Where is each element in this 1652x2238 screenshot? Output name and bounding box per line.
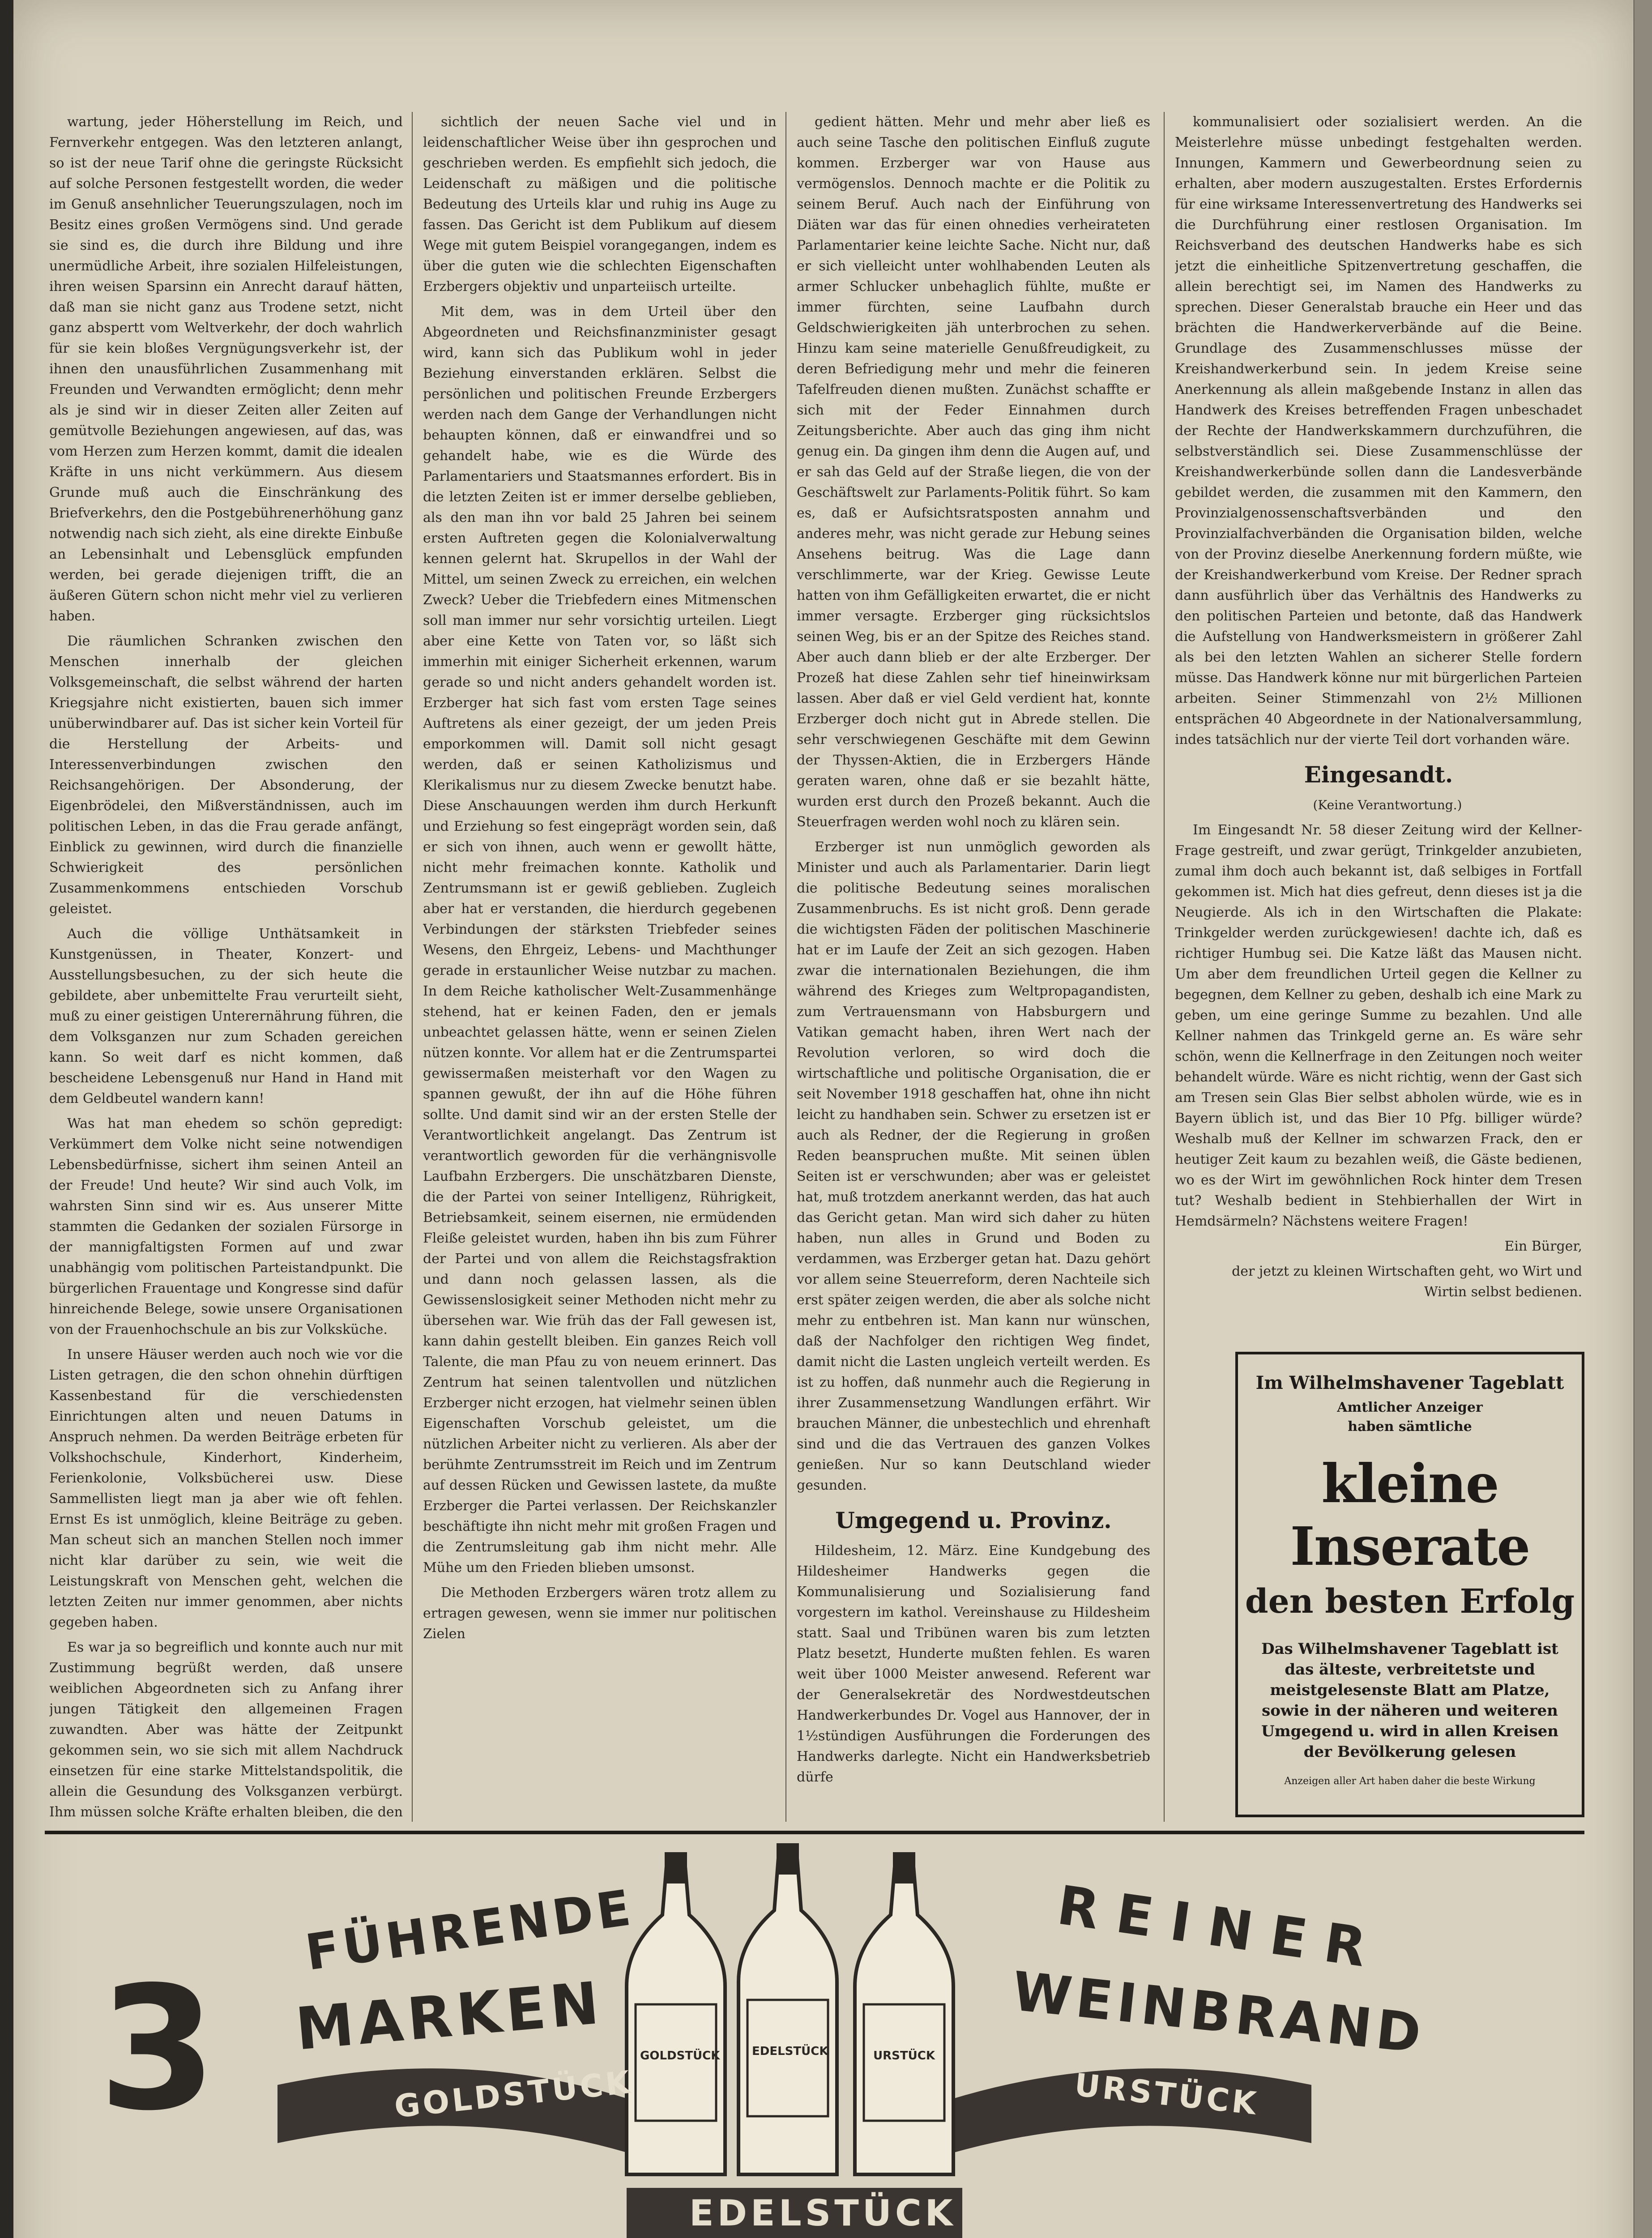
col1-paragraph: In unsere Häuser werden auch noch wie vor die Listen getragen, die den schon ohnehin dürftigen Kassenbestand für die verschiedensten Einrichtungen alten und neuen Datums in Anspruch nehmen. Da werden Beiträge erbeten für Volkshochschule, Kinderhort, Kinderheim, Ferienkolonie, Volksbücherei usw. Diese Sammellisten liegt man ja aber wie oft fehlen. Ernst Es ist unmöglich, kleine Beiträge zu geben. Man scheut sich an manchen Stellen noch immer nicht klar darüber zu sein, wie weit die Leistungskraft von Menschen geht, welchen die letzten Zeiten nur immer genommen, aber nichts gegeben haben. <box>49 1347 403 1630</box>
column-4 <box>1175 112 1582 1338</box>
column-divider <box>412 112 413 1822</box>
col2-paragraph: sichtlich der neuen Sache viel und in leidenschaftlicher Weise über ihn gesprochen und geschrieben werden. Es empfiehlt sich jedoch, die Leidenschaft zu mäßigen und die politische Bedeutung des Urteils klar und ruhig ins Auge zu fassen. Das Gericht ist dem Publikum auf diesem Wege mit gutem Beispiel vorangegangen, indem es über die guten wie die schlechten Eigenschaften Erzbergers objektiv und unparteiisch urteilte. <box>423 114 777 295</box>
page-edge <box>1634 0 1652 2238</box>
tageblatt-footer: Anzeigen aller Art haben daher die beste Wirkung <box>1284 1776 1536 1787</box>
ad-brand-goldstueck: GOLDSTÜCK <box>393 2063 635 2125</box>
col3-paragraph: Hildesheim, 12. März. Eine Kundgebung des Hildesheimer Handwerks gegen die Kommunalisierung und Sozialisierung fand vorgestern im kathol. Vereinshause zu Hildesheim statt. Saal und Tribünen waren bis zum letzten Platz besetzt, Hunderte mußten fehlen. Es waren weit über 1000 Meister anwesend. Referent war der Generalsekretär des Nordwestdeutschen Handwerkerbundes Dr. Vogel aus Hannover, der in 1½stündigen Ausführungen die Forderungen des Handwerks darlegte. Nicht ein Handwerksbetrieb dürfe <box>797 1543 1150 1785</box>
ad-brand-edelstueck: EDELSTÜCK <box>689 2192 956 2234</box>
bottle-urstueck <box>855 1861 953 2174</box>
col1-paragraph: wartung, jeder Höherstellung im Reich, und Fernverkehr entgegen. Was den letzteren anlangt, so ist der neue Tarif ohne die geringste Rücksicht auf solche Personen festgestellt worden, die weder im Genuß ansehnlicher Teuerungszulagen, noch im Besitz eines großen Vermögens sind. Und gerade sie sind es, die durch ihre Bildung und ihre unermüdliche Arbeit, ihre sozialen Hilfeleistungen, ihren weisen Sparsinn ein Anrecht darauf hätten, daß man sie nicht ganz aus Trodene setzt, nicht ganz abspertt vom Weltverkehr, der doch wahrlich für sie kein bloßes Vergnügungsverkehr ist, der ihnen den unausführlichen Zusammenhang mit Freunden und Verwandten ermöglicht; denn mehr als je sind wir in dieser Zeiten aller Zeiten auf gemütvolle Beziehungen angewiesen, auf das, was vom Herzen zum Herzen kommt, damit die idealen Kräfte in uns nicht verkümmern. Aus diesem Grunde muß auch die Einschränkung des Briefverkehrs, den die Postgebührenerhöhung ganz notwendig nach sich zieht, als eine direkte Einbuße an Lebensinhalt und Lebensglück empfunden werden, bei gerade diejenigen trifft, die an äußeren Gütern schon nicht mehr viel zu verlieren haben. <box>49 114 403 624</box>
bottle-edelstueck <box>738 1852 837 2174</box>
tageblatt-tagline: den besten Erfolg <box>1245 1582 1575 1621</box>
eingesandt-signature: Ein Bürger, <box>1504 1239 1582 1254</box>
column-divider <box>785 112 786 1822</box>
col1-paragraph: Auch die völlige Unthätsamkeit in Kunstgenüssen, in Theater, Konzert- und Ausstellungsbesuchen, zu der sich heute die gebildete, aber unbemittelte Frau verurteilt sieht, muß zu einer geistigen Unterernährung führen, die dem Volksganzen nur zum Schaden gereichen kann. So weit darf es nicht kommen, daß bescheidene Lebensgenuß nur Hand in Hand mit dem Geldbeutel wandern kann! <box>49 926 403 1106</box>
bottle-cap <box>893 1852 915 1884</box>
col1-paragraph: Was hat man ehedem so schön gepredigt: Verkümmert dem Volke nicht seine notwendigen Lebensbedürfnisse, sichert ihm seinen Anteil an der Freude! Und heute? Wir sind auch Volk, im wahrsten Sinn sind wir es. Aus unserer Mitte stammten die Gedanken der sozialen Fürsorge in der mannigfaltigsten Formen auf und zwar unabhängig vom politischen Parteistandpunkt. Die bürgerlichen Frauentage und Kongresse sind dafür hinreichende Belege, sowie unsere Organisationen von der Frauenhochschule an bis zur Volksküche. <box>49 1116 403 1337</box>
column-2 <box>423 112 777 1822</box>
headline-umgegend: Umgegend u. Provinz. <box>835 1507 1112 1533</box>
weinbrand-advertisement <box>45 1831 1584 2238</box>
column-1 <box>49 112 403 1822</box>
eingesandt-signature-note: der jetzt zu kleinen Wirtschaften geht, wo Wirt und Wirtin selbst bedienen. <box>1232 1264 1582 1300</box>
ad-left-top: FÜHRENDE <box>302 1879 638 1982</box>
ad-brand-urstueck: URSTÜCK <box>1072 2066 1261 2123</box>
col4-paragraph: kommunalisiert oder sozialisiert werden. An die Meisterlehre müsse unbedingt festgehalten werden. Innungen, Kammern und Gewerbeordnung seien zu erhalten, aber modern auszugestalten. Erstes Erfordernis für eine wirksame Interessenvertretung des Handwerks sei die Durchführung einer restlosen Organisation. Im Reichsverband des deutschen Handwerks habe es sich jetzt die einheitliche Spitzenvertretung geschaffen, die allein berechtigt sei, im Namen des Handwerks zu sprechen. Dieser Generalstab brauche ein Heer und das brächten die Handwerkerverbände auf die Beine. Grundlage des Zusammenschlusses müsse der Kreishandwerkerbund sein. In jedem Kreise seine Anerkennung als allein maßgebende Instanz in allen das Handwerk des Kreises betreffenden Fragen unbeschadet der Rechte der Handwerkskammern durchzuführen, die selbstverständlich sei. Diese Zusammenschlüsse der Kreishandwerkerbünde sollen dann die Landesverbände gebildet werden, die zusammen mit den Kammern, den Provinzialgenossenschaftsverbänden und den Provinzialfachverbänden die Organisation bilden, welche von der Provinz dieselbe Anerkennung fordern müßte, wie der Kreishandwerkerbund vom Kreise. Der Redner sprach dann ausführlich über das Verhältnis des Handwerks zu den politischen Parteien und betonte, daß das Handwerk die Aufstellung von Handwerksmeistern in größerer Zahl als bei den letzten Wahlen an sicherer Stelle fordern müsse. Das Handwerk könne nur mit bürgerlichen Parteien arbeiten. Seiner Stimmenzahl von 2½ Millionen entsprächen 40 Abgeordnete in der Nationalversammlung, indes tatsächlich nur der vierte Teil dort vorhanden wäre. <box>1175 114 1582 747</box>
bottles <box>627 1852 953 2174</box>
col2-paragraph: Mit dem, was in dem Urteil über den Abgeordneten und Reichsfinanzminister gesagt wird, kann sich das Publikum wohl in jeder Beziehung einverstanden erklären. Selbst die persönlichen und politischen Freunde Erzbergers werden nach dem Gange der Verhandlungen nicht behaupten können, daß er einwandfrei und so gehandelt habe, wie es die Würde des Parlamentariers und Staatsmannes erfordert. Bis in die letzten Zeiten ist er immer derselbe geblieben, als den man ihn vor bald 25 Jahren bei seinem ersten Auftreten gegen die Kolonialverwaltung kennen gelernt hat. Skrupellos in der Wahl der Mittel, um seinen Zweck zu erreichen, ein welchen Zweck? Ueber die Triebfedern eines Mitmenschen soll man immer nur sehr vorsichtig urteilen. Liegt aber eine Kette von Taten vor, so läßt sich immerhin mit einiger Sicherheit erkennen, warum gerade so und nicht anders gehandelt worden ist. Erzberger hat sich fast vom ersten Tage seines Auftretens als einer gezeigt, der um jeden Preis emporkommen will. Damit soll nicht gesagt werden, daß er seinen Katholizismus und Klerikalismus nur zu diesem Zwecke benutzt habe. Diese Anschauungen werden ihm durch Herkunft und Erziehung so fest eingeprägt worden sein, daß er sich von ihnen, auch wenn er gewollt hätte, nicht mehr freimachen konnte. Katholik und Zentrumsmann ist er gewiß geblieben. Zugleich aber hat er verstanden, die hierdurch gegebenen Verbindungen der stärksten Triebfeder seines Wesens, den Ehrgeiz, Lebens- und Machthunger gerade in erstaunlicher Weise nutzbar zu machen. In dem Reiche katholischer Welt-Zusammenhänge stehend, hat er keinen Faden, den er jemals unbeachtet gelassen hätte, wenn er seinen Zielen nützen konnte. Vor allem hat er die Zentrumspartei gewissermaßen meisterhaft vor den Wagen zu spannen gewußt, der ihn auf die Höhe führen sollte. Und damit sind wir an der ersten Stelle der Verantwortlichkeit angelangt. Das Zentrum ist verantwortlich geworden für die verhängnisvolle Laufbahn Erzbergers. Die unschätzbaren Dienste, die der Partei von seiner Intelligenz, Rührigkeit, Betriebsamkeit, seinem eisernen, nie ermüdenden Fleiße geleistet wurden, haben ihn bis zum Führer der Partei und von allem die Reichstagsfraktion und dann noch gelassen lassen, als die Gewissenslosigkeit seiner Methoden nicht mehr zu übersehen war. Wie früh das der Fall gewesen ist, kann dahin gestellt bleiben. Ein ganzes Reich voll Talente, die man Pfau zu von neuem erinnert. Das Zentrum hat seinen talentvollen und nützlichen Erzberger nicht erzogen, hat vielmehr seinen üblen Eigenschaften Vorschub geleistet, um die nützlichen Arbeiter nicht zu verlieren. Als aber der berühmte Zentrumsstreit im Reich und im Zentrum auf dessen Rücken und Gewissen lastete, da mußte Erzberger die Partei verlassen. Der Reichskanzler beschäftigte ihn nicht mehr mit großen Fragen und die Zentrumsleitung gab ihm nicht mehr. Alle Mühe um den Frieden blieben umsonst. <box>423 304 777 1576</box>
tageblatt-subtitle: Amtlicher Anzeiger <box>1337 1400 1483 1415</box>
col2-paragraph: Die Methoden Erzbergers wären trotz allem zu ertragen gewesen, wenn sie immer nur politischen Zielen <box>423 1585 777 1642</box>
bottle-label: EDELSTÜCK <box>752 2045 828 2058</box>
ad-right-top: REINER <box>1053 1874 1387 1982</box>
bottle-goldstueck <box>627 1861 725 2174</box>
column-3 <box>797 112 1150 1822</box>
column-divider <box>1164 112 1165 1822</box>
col3-paragraph: Erzberger ist nun unmöglich geworden als Minister und auch als Parlamentarier. Darin liegt die politische Bedeutung seines moralischen Zusammenbruchs. Es ist nicht groß. Denn gerade die wichtigsten Fäden der politischen Maschinerie hat er im Laufe der Zeit an sich gezogen. Haben zwar die internationalen Beziehungen, die ihm während des Krieges zum Weltpropagandisten, zum Vertrauensmann von Habsburgern und Vatikan gemacht haben, ihren Wert nach der Revolution verloren, so wird doch die wirtschaftliche und politische Organisation, die er seit November 1918 geschaffen hat, ohne ihn nicht leicht zu handhaben sein. Schwer zu ersetzen ist er auch als Redner, der die Regierung in großen Reden beanspruchen mußte. Mit seinen üblen Seiten ist er verschwunden; aber was er geleistet hat, muß trotzdem anerkannt werden, das hat auch das Gericht getan. Man wird sich daher zu hüten haben, nun alles in Grund und Boden zu verdammen, was Erzberger getan hat. Dazu gehört vor allem seine Steuerreform, deren Nachteile sich erst später zeigen werden, die aber als solche nicht mehr zu entbehren ist. Man kann nur wünschen, daß der Nachfolger den richtigen Weg findet, damit nicht die Lasten ungleich verteilt werden. Es ist zu hoffen, daß nunmehr auch die Regierung in ihrer Zusammensetzung Wandlungen erfährt. Wir brauchen Männer, die unbestechlich und ehrenhaft sind und die das Vertrauen des ganzen Volkes genießen. Nur so kann Deutschland wieder gesunden. <box>797 839 1150 1493</box>
bottle-cap <box>777 1843 799 1875</box>
col3-paragraph: gedient hätten. Mehr und mehr aber ließ es auch seine Tasche den politischen Einfluß zugute kommen. Erzberger war von Hause aus vermögenslos. Dennoch machte er die Politik zu seinem Beruf. Auch nach der Einführung von Diäten war das für einen ohnedies verheirateten Parlamentarier keine leichte Sache. Nicht nur, daß er sich vielleicht unter wohlhabenden Leuten als armer Schlucker unbehaglich fühlte, mußte er immer fürchten, seine Laufbahn durch Geldschwierigkeiten jäh unterbrochen zu sehen. Hinzu kam seine materielle Genußfreudigkeit, zu deren Befriedigung mehr und mehr die feineren Tafelfreuden dienen mußten. Zunächst schaffte er sich mit der Feder Einnahmen durch Zeitungsberichte. Aber auch das ging ihm nicht genug ein. Da gingen ihm denn die Augen auf, und er sah das Geld auf der Straße liegen, die von der Geschäftswelt zur Parlaments-Politik führt. So kam es, daß er Aufsichtsratsposten annahm und anderes mehr, was nicht gerade zur Hebung seines Ansehens beitrug. Was die Lage dann verschlimmerte, war der Krieg. Gewisse Leute hatten von ihm Gefälligkeiten erwartet, die er nicht immer versagte. Erzberger ging rücksichtslos seinen Weg, bis er an der Spitze des Reiches stand. Aber auch dann blieb er der alte Erzberger. Der Prozeß hat diese Zahlen sehr tief hineinwirksam lassen. Aber daß er viel Geld verdient hat, konnte Erzberger doch nicht gut in Abrede stellen. Die sehr verschwiegenen Geschäfte mit dem Gewinn der Thyssen-Aktien, die in Erzbergers Hände geraten waren, ohne daß er sie bezahlt hätte, wurden erst durch den Prozeß bekannt. Auch die Steuerfragen werden wohl noch zu klären sein. <box>797 114 1150 830</box>
tageblatt-ad-box <box>1235 1352 1584 1817</box>
tageblatt-line: haben sämtliche <box>1348 1419 1472 1435</box>
tageblatt-name: Im Wilhelmshavener Tageblatt <box>1255 1372 1564 1393</box>
ad-left-mid: MARKEN <box>293 1969 606 2063</box>
ad-right-mid: WEINBRAND <box>1009 1960 1428 2066</box>
bottle-cap <box>665 1852 687 1884</box>
col1-paragraph: Es war ja so begreiflich und konnte auch nur mit Zustimmung begrüßt werden, daß unsere weiblichen Abgeordneten sich zu Anfang ihrer jungen Tätigkeit den allgemeinen Fragen zuwandten. Aber was hätte der Zeitpunkt gekommen sein, wo sie sich mit allem Nachdruck einsetzen für eine starke Mittelstandspolitik, die allein die Gesundung des Volksganzen verbürgt. Ihm müssen solche Kräfte erhalten bleiben, die den <box>49 1640 403 1820</box>
bottle-label: GOLDSTÜCK <box>640 2049 720 2063</box>
bottle-label: URSTÜCK <box>873 2049 935 2063</box>
col4-paragraph: Im Eingesandt Nr. 58 dieser Zeitung wird der Kellner-Frage gestreift, und zwar gerügt, Trinkgelder anzubieten, zumal ihm doch auch bekannt ist, daß selbiges in Fortfall gekommen ist. Mich hat dies gefreut, denn dieses ist ja die Neugierde. Als ich in den Wirtschaften die Plakate: Trinkgelder werden zurückgewiesen! dachte ich, daß es richtiger Humbug sei. Die Katze läßt das Mausen nicht. Um aber dem freundlichen Urteil gegen die Kellner zu begegnen, dem Kellner zu geben, deshalb ich eine Mark zu geben, um eine geringe Summe zu bezahlen. Und alle Kellner nahmen das Trinkgeld gerne an. Es wäre sehr schön, wenn die Kellnerfrage in den Zeitungen noch weiter behandelt würde. Wäre es nicht richtig, wenn der Gast sich am Tresen sein Glas Bier selbst abholen würde, wie es in Bayern üblich ist, und das Bier 10 Pfg. billiger würde? Weshalb muß der Kellner im schwarzen Frack, den er heutiger Zeit kaum zu bezahlen weiß, die Gäste bedienen, wo es der Wirt im gewöhnlichen Rock hinter dem Tresen tut? Weshalb bedient in Stehbierhallen der Wirt in Hemdsärmeln? Nächstens weitere Fragen! <box>1175 822 1582 1229</box>
headline-eingesandt: Eingesandt. <box>1304 761 1453 788</box>
eingesandt-disclaimer: (Keine Verantwortung.) <box>1313 798 1462 812</box>
col1-paragraph: Die räumlichen Schranken zwischen den Menschen innerhalb der gleichen Volksgemeinschaft, die selbst während der harten Kriegsjahre nicht existierten, bauen sich immer unüberwindbarer auf. Das ist sicher kein Vorteil für die Herstellung der Arbeits- und Interessenverbindungen zwischen den Reichsangehörigen. Der Absonderung, der Eigenbrödelei, den Mißverständnissen, auch im politischen Leben, in das die Frau gerade anfängt, Einblick zu gewinnen, wird durch die finanzielle Schwierigkeit des persönlichen Zusammenkommens entschieden Vorschub geleistet. <box>49 633 403 917</box>
ad-number: 3 <box>98 1950 217 2148</box>
tageblatt-headline: kleine Inserate <box>1290 1452 1530 1577</box>
tageblatt-description: Das Wilhelmshavener Tageblatt ist das älteste, verbreitetste und meistgelesenste Blatt am Platze, sowie in der näheren und weiteren Umgegend u. wird in allen Kreisen der Bevölkerung gelesen <box>1261 1640 1558 1761</box>
